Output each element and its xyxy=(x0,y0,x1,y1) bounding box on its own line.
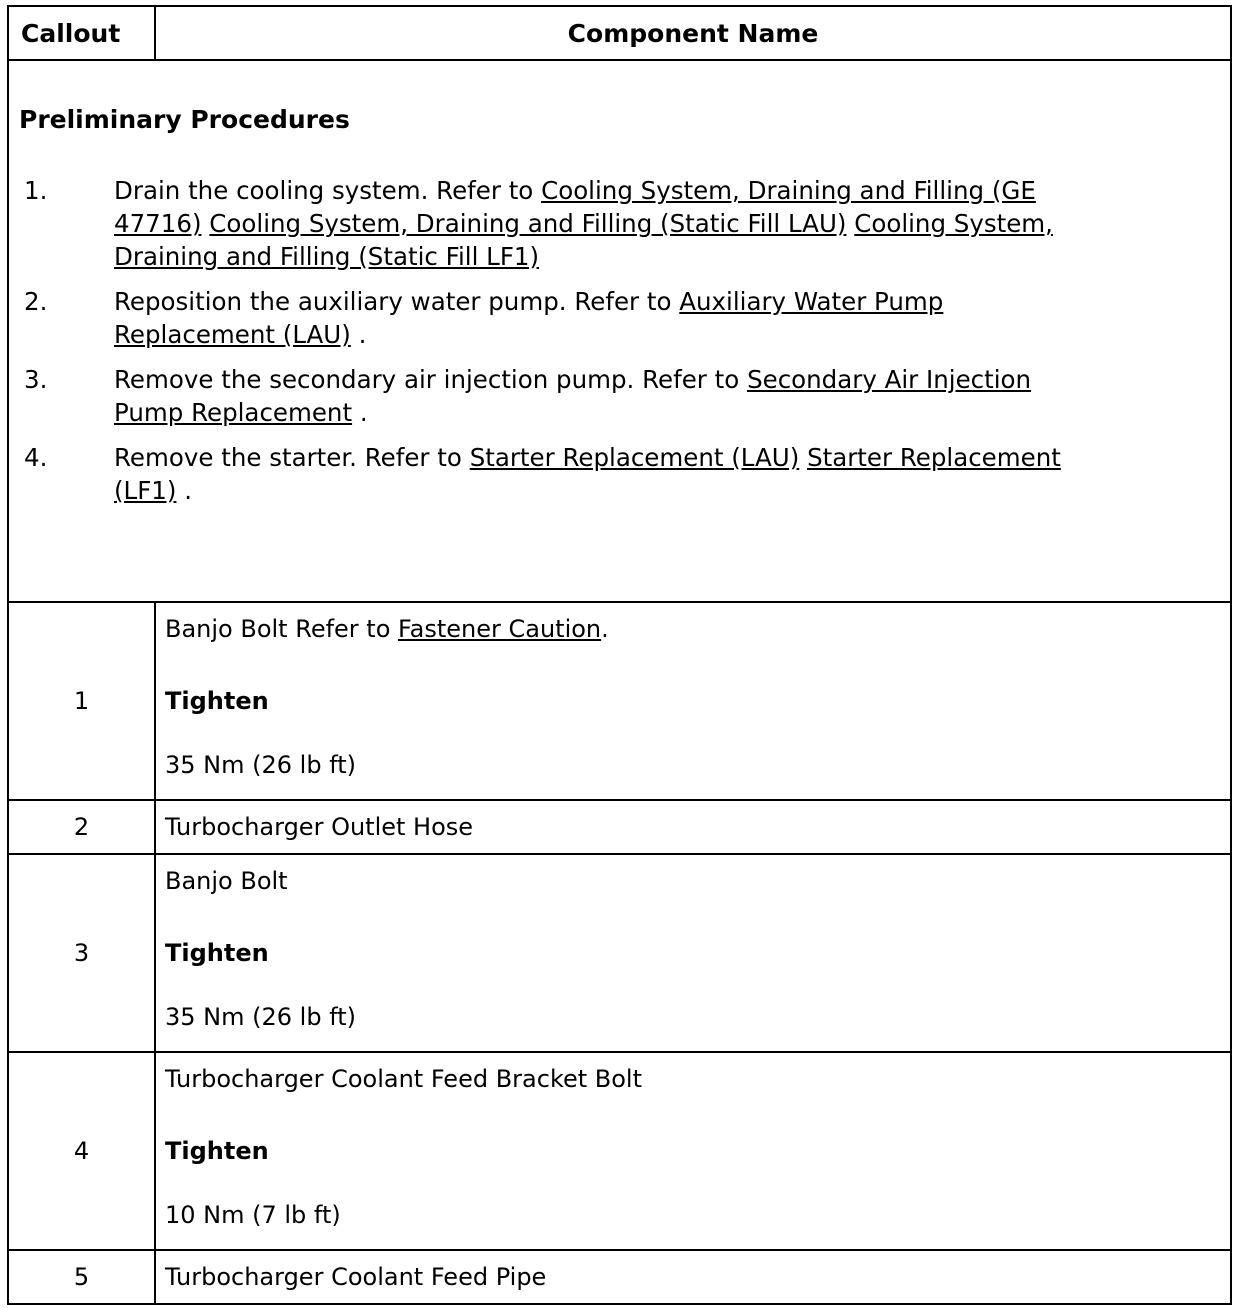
table-header-row xyxy=(9,7,1230,59)
table-row xyxy=(9,799,1230,853)
component-cell xyxy=(156,855,1230,1051)
step-instruction: Drain the cooling system. Refer to xyxy=(114,176,542,205)
component-name-tail: . xyxy=(601,615,609,643)
table-row xyxy=(9,1249,1230,1303)
component-name xyxy=(165,603,1230,675)
preliminary-section xyxy=(9,61,1230,601)
step-number: 1. xyxy=(24,176,48,205)
step-item xyxy=(19,174,1220,273)
step-tail: . xyxy=(352,398,368,427)
step-tail: . xyxy=(350,320,367,349)
component-cell xyxy=(156,603,1230,799)
component-name-header: Component Name xyxy=(567,18,819,48)
table-row xyxy=(9,601,1230,799)
component-name-text: Banjo Bolt Refer to xyxy=(165,615,399,643)
step-text xyxy=(114,363,1220,429)
link-secondary-air-pump[interactable]: Secondary Air Injection Pump Replacement xyxy=(114,365,1032,427)
step-item xyxy=(19,363,1220,429)
callout-cell: 2 xyxy=(9,801,156,853)
link-cooling-lau[interactable]: Cooling System, Draining and Filling (Static Fill LAU) xyxy=(209,209,847,238)
torque-spec: 35 Nm (26 lb ft) xyxy=(165,1003,356,1031)
step-instruction: Reposition the auxiliary water pump. Refer to xyxy=(114,287,680,316)
link-cooling-ge47716[interactable]: Cooling System, Draining and Filling (GE 47716) xyxy=(114,176,1036,238)
table-row xyxy=(9,1051,1230,1249)
step-instruction: Remove the starter. Refer to xyxy=(114,443,470,472)
tighten-label: Tighten xyxy=(165,939,269,967)
step-text xyxy=(114,285,1220,351)
component-cell xyxy=(156,1053,1230,1249)
component-table xyxy=(7,5,1232,1305)
preliminary-steps xyxy=(19,174,1220,507)
link-starter-lf1[interactable]: Starter Replacement (LF1) xyxy=(114,443,1061,505)
component-name: Turbocharger Coolant Feed Bracket Bolt xyxy=(165,1065,643,1093)
torque-spec: 35 Nm (26 lb ft) xyxy=(165,751,356,779)
step-item xyxy=(19,285,1220,351)
tighten-label: Tighten xyxy=(165,687,269,715)
link-aux-water-pump[interactable]: Auxiliary Water Pump Replacement (LAU) xyxy=(114,287,944,349)
step-number: 4. xyxy=(24,443,48,472)
step-number: 2. xyxy=(24,287,48,316)
tighten-label: Tighten xyxy=(165,1137,269,1165)
callout-cell: 5 xyxy=(9,1251,156,1303)
component-name: Turbocharger Coolant Feed Pipe xyxy=(165,1263,547,1291)
step-text xyxy=(114,441,1220,507)
callout-cell: 3 xyxy=(9,855,156,1051)
link-starter-lau[interactable]: Starter Replacement (LAU) xyxy=(469,443,800,472)
torque-spec: 10 Nm (7 lb ft) xyxy=(165,1201,341,1229)
callout-header: Callout xyxy=(9,7,156,59)
step-tail: . xyxy=(176,476,193,505)
component-name: Turbocharger Outlet Hose xyxy=(165,813,474,841)
component-name: Banjo Bolt xyxy=(165,867,288,895)
preliminary-title: Preliminary Procedures xyxy=(19,105,350,134)
step-item xyxy=(19,441,1220,507)
step-text xyxy=(114,174,1220,273)
step-number: 3. xyxy=(24,365,48,394)
link-cooling-lf1[interactable]: Cooling System, Draining and Filling (Static Fill LF1) xyxy=(114,209,1053,271)
link-fastener-caution[interactable]: Fastener Caution xyxy=(398,615,602,643)
preliminary-row xyxy=(9,59,1230,601)
step-instruction: Remove the secondary air injection pump. Refer to xyxy=(114,365,748,394)
callout-cell: 4 xyxy=(9,1053,156,1249)
callout-cell: 1 xyxy=(9,603,156,799)
table-row xyxy=(9,853,1230,1051)
